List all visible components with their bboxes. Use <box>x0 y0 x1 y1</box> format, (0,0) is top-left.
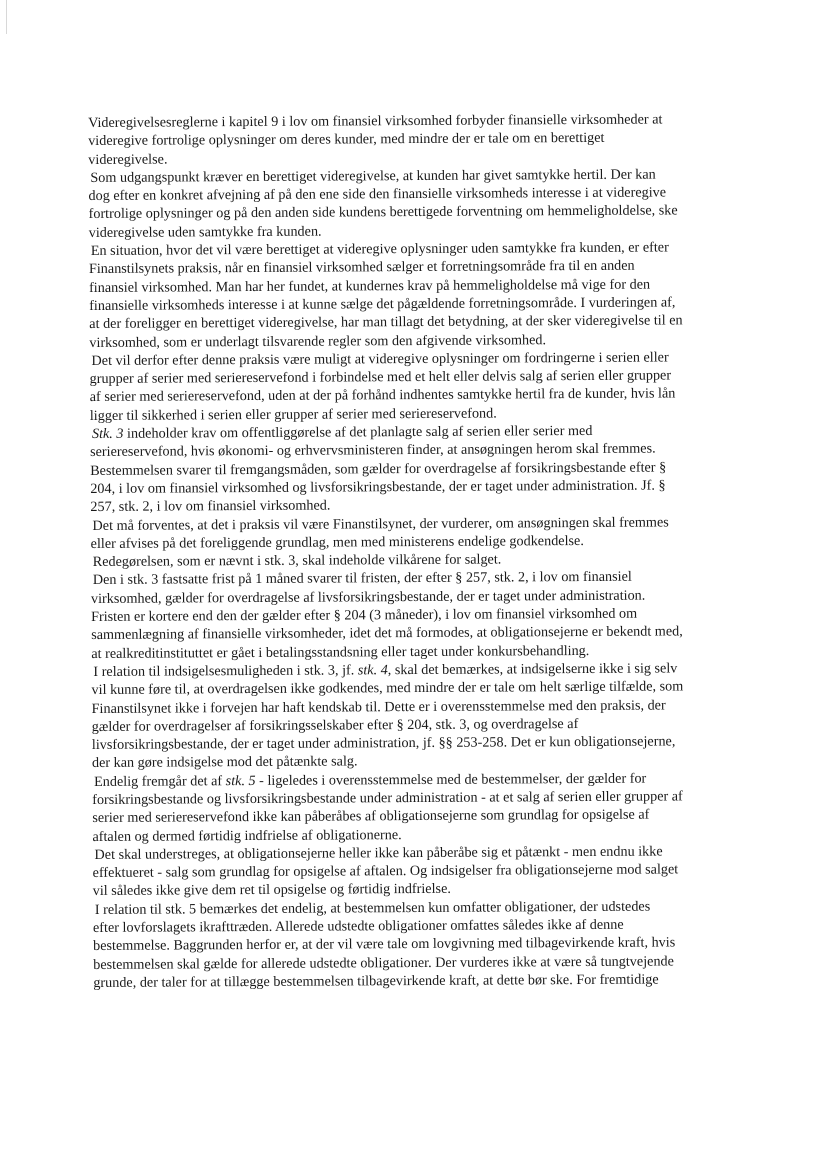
text-line: Videregivelsesreglerne i kapitel 9 i lov om finansiel virksomhed forbyder finansielle virksomheder at <box>88 111 663 131</box>
text-line: finansiel virksomhed. Man har her fundet, at kundernes krav på hemmeligholdelse må vige for den <box>89 276 651 296</box>
text-line: grunde, der taler for at tillægge bestemmelsen tilbagevirkende kraft, at dette bør ske. For fremtidige <box>93 971 659 991</box>
text-line: grupper af serier med seriereservefond i forbindelse med et helt eller delvis salg af serien eller grupper <box>89 367 672 388</box>
text-line: Bestemmelsen svarer til fremgangsmåden, som gælder for overdragelse af forsikringsbestande efter § <box>90 459 667 479</box>
text-line: bestemmelse. Baggrunden herfor er, at der vil være tale om lovgivning med tilbagevirkende kraft, hvis <box>93 934 676 955</box>
text-line: af serier med seriereservefond, uden at der på forhånd indhentes samtykke hertil fra de kunder, hvis lån <box>89 385 676 406</box>
text-line: Finanstilsynet ikke i forvejen har haft kendskab til. Dette er i overensstemmelse med den praksis, der <box>91 696 666 717</box>
text-line: Fristen er kortere end den der gælder efter § 204 (3 måneder), i lov om finansiel virksomhed om <box>91 605 638 626</box>
text-segment: , skal det bemærkes, at indsigelserne ikke i sig selv <box>387 660 678 679</box>
text-line: 257, stk. 2, i lov om finansiel virksomhed. <box>90 497 331 516</box>
text-line: I relation til stk. 5 bemærkes det endelig, at bestemmelsen kun omfatter obligationer, der udstedes <box>94 898 651 918</box>
body-text <box>88 110 765 992</box>
text-line: ligger til sikkerhed i serien eller grupper af serier med seriereservefond. <box>89 405 497 424</box>
text-line: finansielle virksomheds interesse i at kunne sælge det pågældende forretningsområde. I vurderingen af, <box>89 294 676 314</box>
section-ref: stk. 4 <box>357 662 388 679</box>
text-line: videregive fortrolige oplysninger om deres kunder, med mindre der er tale om en berettiget <box>88 130 605 150</box>
text-line: En situation, hvor det vil være berettiget at videregive oplysninger uden samtykke fra kunden, er efter <box>90 239 669 260</box>
text-segment: Endelig fremgår det af <box>94 772 226 790</box>
text-line: vil således ikke give dem ret til opsigelse og førtidig indfrielse. <box>92 881 451 900</box>
text-line: sammenlægning af finansielle virksomheder, idet det må formodes, at obligationsejerne er bekendt med, <box>91 623 683 644</box>
text-line: aftalen og dermed førtidig indfrielse af obligationerne. <box>92 826 402 845</box>
text-segment: - ligeledes i overensstemmelse med de bestemmelser, der gælder for <box>255 770 647 789</box>
text-line: efter lovforslagets ikrafttræden. Allerede udstedte obligationer omfattes således ikke af denne <box>92 916 624 937</box>
text-line: at realkreditinstituttet er gået i betalingsstandsning eller taget under konkursbehandling. <box>91 642 590 662</box>
text-line: gælder for overdragelser af forsikringsselskaber efter § 204, stk. 3, og overdragelse af <box>91 715 579 735</box>
text-line: serier med seriereservefond ikke kan påberåbes af obligationsejerne som grundlag for opsigelse af <box>92 806 650 827</box>
text-line: dog efter en konkret afvejning af på den ene side den finansielle virksomheds interesse i at videregive <box>88 184 667 205</box>
text-line: 204, i lov om finansiel virksomhed og livsforsikringsbestande, der er taget under administration. Jf. § <box>90 477 666 497</box>
text-line: videregivelse uden samtykke fra kunden. <box>88 223 322 241</box>
text-segment: I relation til indsigelsesmuligheden i stk. 3, jf. <box>93 662 358 680</box>
text-line: Finanstilsynets praksis, når en finansiel virksomhed sælger et forretningsområde fra til en anden <box>88 258 635 278</box>
text-line: Det må forventes, at det i praksis vil være Finanstilsynet, der vurderer, om ansøgningen skal fremmes <box>92 513 669 534</box>
text-line: der kan gøre indsigelse mod det påtænkte salg. <box>91 753 358 772</box>
text-line: Den i stk. 3 fastsatte frist på 1 måned svarer til fristen, der efter § 257, stk. 2, i lov om finansiel <box>92 569 632 589</box>
text-line: effektueret - salg som grundlag for opsigelse af aftalen. Og indsigelser fra obligationsejerne mod salget <box>92 861 679 882</box>
text-segment: indeholder krav om offentliggørelse af det planlagte salg af serien eller serier med <box>123 422 593 442</box>
text-line: fortrolige oplysninger og på den anden side kundens berettigede forventning om hemmeligholdelse, ske <box>88 202 678 223</box>
section-ref: stk. 5 <box>225 772 256 789</box>
text-line: Det vil derfor efter denne praksis være muligt at videregive oplysninger om fordringerne i serien eller <box>91 349 669 369</box>
text-line: Redegørelsen, som er nævnt i stk. 3, skal indeholde vilkårene for salget. <box>92 551 502 571</box>
text-line: at der foreligger en berettiget videregivelse, har man tillagt det betydning, at der sker videregivelse til en <box>89 312 683 333</box>
text-line: bestemmelsen skal gælde for allerede udstedte obligationer. Der vurderes ikke at være så tungtvejende <box>93 953 674 973</box>
text-line: vil kunne føre til, at overdragelsen ikke godkendes, med mindre der er tale om helt særlige tilfælde, som <box>91 678 684 699</box>
section-ref: Stk. 3 <box>91 425 124 443</box>
text-line: forsikringsbestande og livsforsikringsbestande under administration - at et salg af serien eller grupper af <box>92 788 683 808</box>
text-line: eller afvises på det foreliggende grundlag, men med ministerens endelige godkendelse. <box>90 532 584 552</box>
scan-edge-line <box>6 0 7 34</box>
text-line: virksomhed, som er underlagt tilsvarende regler som den afgivende virksomhed. <box>89 331 547 351</box>
text-line: seriereservefond, hvis økonomi- og erhvervsministeren finder, at ansøgningen herom skal fremmes. <box>90 440 656 461</box>
text-line: livsforsikringsbestande, der er taget under administration, jf. §§ 253-258. Det er kun obligationsejerne, <box>91 733 676 754</box>
text-line: Som udgangspunkt kræver en berettiget videregivelse, at kunden har givet samtykke hertil. Der kan <box>90 166 656 186</box>
text-line: videregivelse. <box>88 151 168 168</box>
text-line: virksomhed, gælder for overdragelse af livsforsikringsbestande, der er taget under administration. <box>90 587 646 607</box>
text-line: Det skal understreges, at obligationsejerne heller ikke kan påberåbe sig et påtænkt - men endnu ikke <box>94 843 663 863</box>
